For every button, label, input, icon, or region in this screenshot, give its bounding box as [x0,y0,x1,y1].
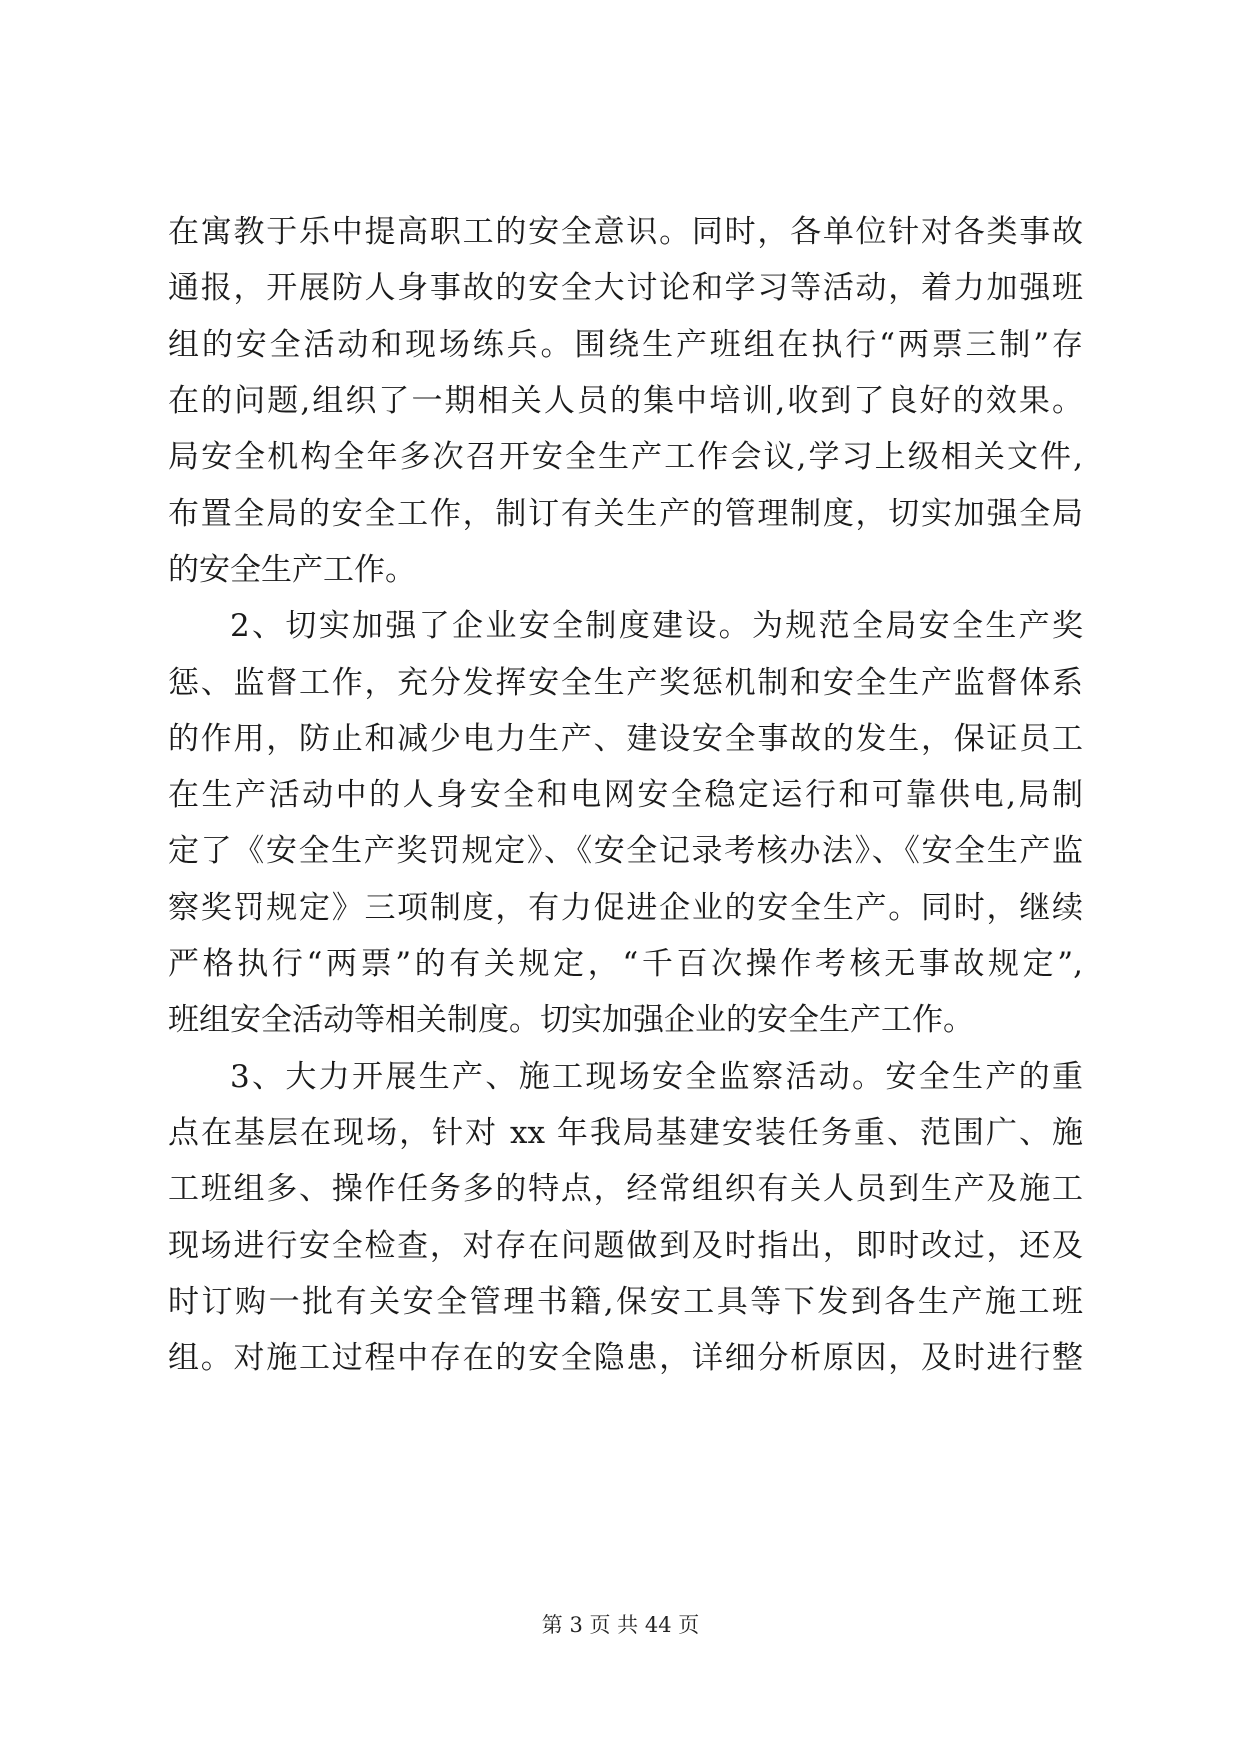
body-text-line: 现场进行安全检查，对存在问题做到及时指出，即时改过，还及 [168,1228,1083,1264]
body-text-line: 在的问题,组织了一期相关人员的集中培训,收到了良好的效果。 [168,383,1083,419]
body-text-line: 定了《安全生产奖罚规定》、《安全记录考核办法》、《安全生产监 [168,833,1083,869]
body-text-line: 工班组多、操作任务多的特点，经常组织有关人员到生产及施工 [168,1171,1083,1207]
body-text-line: 严格执行“两票”的有关规定，“千百次操作考核无事故规定”, [168,946,1083,982]
body-text-line: 的安全生产工作。 [168,552,416,588]
body-text-line: 时订购一批有关安全管理书籍,保安工具等下发到各生产施工班 [168,1284,1083,1320]
body-text-line: 组的安全活动和现场练兵。围绕生产班组在执行“两票三制”存 [168,327,1083,363]
body-text-line: 组。对施工过程中存在的安全隐患，详细分析原因，及时进行整 [168,1340,1083,1376]
paragraph-start-line: 2、切实加强了企业安全制度建设。为规范全局安全生产奖 [230,608,1083,644]
body-text-line: 的作用，防止和减少电力生产、建设安全事故的发生，保证员工 [168,721,1083,757]
body-text-line: 在寓教于乐中提高职工的安全意识。同时，各单位针对各类事故 [168,214,1083,250]
body-text-line: 惩、监督工作，充分发挥安全生产奖惩机制和安全生产监督体系 [168,665,1083,701]
page-number-footer: 第 3 页 共 44 页 [541,1613,700,1637]
body-text-line: 通报，开展防人身事故的安全大讨论和学习等活动，着力加强班 [168,270,1083,306]
body-text-line: 班组安全活动等相关制度。切实加强企业的安全生产工作。 [168,1002,974,1038]
body-text-line: 点在基层在现场，针对 xx 年我局基建安装任务重、范围广、施 [168,1115,1083,1151]
paragraph-start-line: 3、大力开展生产、施工现场安全监察活动。安全生产的重 [230,1059,1083,1095]
body-text-line: 局安全机构全年多次召开安全生产工作会议,学习上级相关文件, [168,439,1083,475]
body-text-line: 在生产活动中的人身安全和电网安全稳定运行和可靠供电,局制 [168,777,1083,813]
body-text-line: 布置全局的安全工作，制订有关生产的管理制度，切实加强全局 [168,496,1083,532]
body-text-line: 察奖罚规定》三项制度，有力促进企业的安全生产。同时，继续 [168,890,1083,926]
